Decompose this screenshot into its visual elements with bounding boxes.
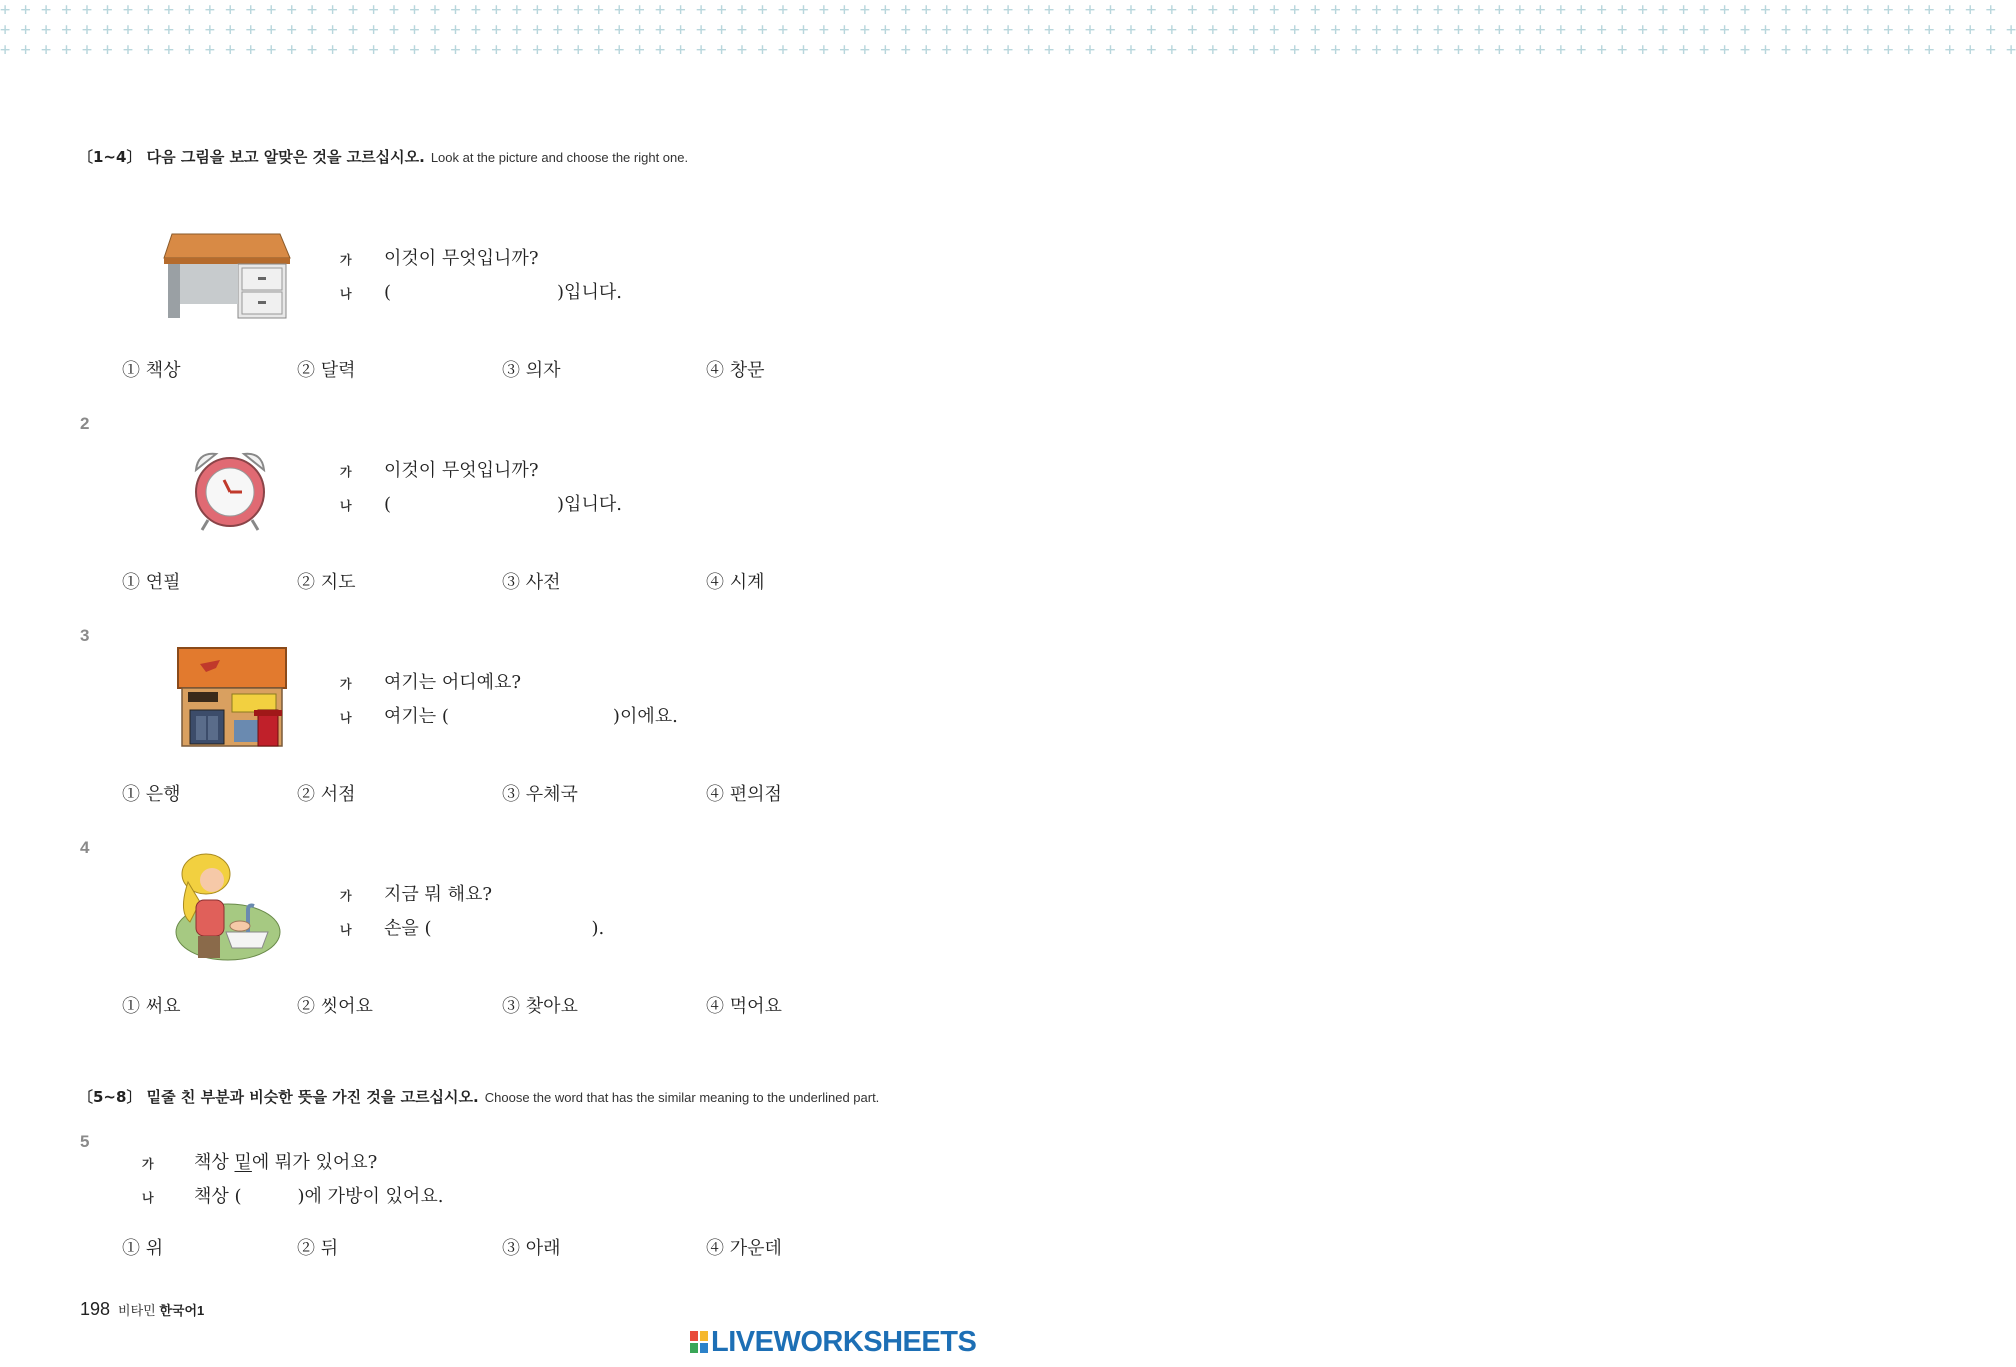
speaker-na: 나 bbox=[340, 922, 352, 937]
speaker-na: 나 bbox=[142, 1190, 154, 1205]
q5-line-a bbox=[142, 1148, 377, 1174]
q2-option-4[interactable]: ④ 시계 bbox=[706, 572, 765, 593]
q5-option-3[interactable]: ③ 아래 bbox=[502, 1238, 561, 1259]
q2-number: 2 bbox=[80, 414, 90, 433]
q4-answer-post: ). bbox=[591, 918, 605, 939]
q3-question-text: 여기는 어디예요? bbox=[384, 672, 522, 693]
desk-icon bbox=[162, 228, 292, 324]
q4-answer-pre: 손을 ( bbox=[384, 918, 432, 939]
q1-option-1[interactable]: ① 책상 bbox=[122, 360, 181, 381]
q1-answer-post: )입니다. bbox=[557, 282, 622, 303]
liveworksheets-logo[interactable] bbox=[690, 1325, 976, 1359]
q3-line-b bbox=[340, 702, 678, 728]
alarm-clock-icon bbox=[190, 448, 270, 536]
q3-number: 3 bbox=[80, 626, 90, 645]
q5-option-4[interactable]: ④ 가운데 bbox=[706, 1238, 782, 1259]
page-footer bbox=[80, 1299, 204, 1320]
q2-option-2[interactable]: ② 지도 bbox=[297, 572, 356, 593]
q5-underlined-word: 밑 bbox=[234, 1152, 252, 1173]
q5-question-post: 에 뭐가 있어요? bbox=[251, 1152, 378, 1173]
q4-option-2[interactable]: ② 씻어요 bbox=[297, 996, 373, 1017]
q1-answer-pre: ( bbox=[384, 282, 392, 303]
q2-line-a bbox=[340, 456, 538, 482]
q3-option-2[interactable]: ② 서점 bbox=[297, 784, 356, 805]
post-office-building-icon bbox=[176, 646, 288, 752]
q5-option-2[interactable]: ② 뒤 bbox=[297, 1238, 339, 1259]
section-2-instruction: 〔5~8〕 밑줄 친 부분과 비슷한 뜻을 가진 것을 고르십시오. bbox=[78, 1088, 479, 1106]
section-1-instruction: 〔1~4〕 다음 그림을 보고 알맞은 것을 고르십시오. bbox=[78, 148, 425, 166]
book-title bbox=[118, 1303, 204, 1318]
book-prefix: 비타민 bbox=[118, 1303, 156, 1318]
speaker-na: 나 bbox=[340, 710, 352, 725]
section-1-english: Look at the picture and choose the right one. bbox=[430, 150, 689, 165]
q1-option-4[interactable]: ④ 창문 bbox=[706, 360, 765, 381]
q2-option-3[interactable]: ③ 사전 bbox=[502, 572, 561, 593]
q2-answer-post: )입니다. bbox=[557, 494, 622, 515]
q5-number: 5 bbox=[80, 1132, 90, 1151]
page-number: 198 bbox=[80, 1299, 111, 1319]
q1-option-3[interactable]: ③ 의자 bbox=[502, 360, 561, 381]
q5-answer-pre: 책상 ( bbox=[194, 1186, 242, 1207]
q1-question-text: 이것이 무엇입니까? bbox=[384, 248, 539, 269]
speaker-ga: 가 bbox=[340, 888, 352, 903]
logo-text: LIVEWORKSHEETS bbox=[711, 1325, 977, 1358]
speaker-ga: 가 bbox=[340, 252, 352, 267]
q4-line-b bbox=[340, 914, 604, 940]
q2-line-b bbox=[340, 490, 622, 516]
speaker-ga: 가 bbox=[340, 676, 352, 691]
q5-option-1[interactable]: ① 위 bbox=[122, 1238, 164, 1259]
q4-option-4[interactable]: ④ 먹어요 bbox=[706, 996, 782, 1017]
q4-option-3[interactable]: ③ 찾아요 bbox=[502, 996, 578, 1017]
q5-answer-post: )에 가방이 있어요. bbox=[297, 1186, 444, 1207]
header-pattern: + + + + + + + + + + + + + + + + + + + + + + + + + + + + + + + + + + + + + + + + + + + + + + + + + + + + + + + + + + + + + + + + + + + + + + + + + + + + + + + + + + + + + + + + + + + + + + + + + + + + + + + + + + + + + + + + + + + + + + + + + + + + + + + + + + + + + + + + + + + + + + + + + + + + + + + + + + + + + + + + + + + + + + + + + + + + + + + + + + + + + + + + + + + + + + + + + + + + + + + + + + + + + + + + + + + + + + + + + + + + + + + + + + + + + + + + + + + + + + + + + + + + + + + + + + + + + + + + + + + + + + + + + + + + + + + + + + + + + + + + + + + + + + + + + + + + + + + + bbox=[0, 0, 2016, 60]
section-2-heading bbox=[78, 1086, 879, 1107]
q3-option-4[interactable]: ④ 편의점 bbox=[706, 784, 782, 805]
q4-number: 4 bbox=[80, 838, 90, 857]
q3-line-a bbox=[340, 668, 521, 694]
speaker-ga: 가 bbox=[142, 1156, 154, 1171]
q4-option-1[interactable]: ① 써요 bbox=[122, 996, 181, 1017]
q2-answer-pre: ( bbox=[384, 494, 392, 515]
section-1-heading bbox=[78, 146, 688, 167]
girl-washing-hands-icon bbox=[170, 852, 280, 966]
q3-answer-post: )이에요. bbox=[612, 706, 678, 727]
q4-question-text: 지금 뭐 해요? bbox=[384, 884, 493, 905]
section-2-english: Choose the word that has the similar meaning to the underlined part. bbox=[484, 1090, 880, 1105]
speaker-na: 나 bbox=[340, 498, 352, 513]
book-name: 한국어1 bbox=[159, 1303, 205, 1318]
q1-line-a bbox=[340, 244, 538, 270]
q3-answer-pre: 여기는 ( bbox=[384, 706, 449, 727]
q3-option-1[interactable]: ① 은행 bbox=[122, 784, 181, 805]
speaker-ga: 가 bbox=[340, 464, 352, 479]
q1-line-b bbox=[340, 278, 622, 304]
q3-option-3[interactable]: ③ 우체국 bbox=[502, 784, 578, 805]
q2-question-text: 이것이 무엇입니까? bbox=[384, 460, 539, 481]
logo-blocks-icon bbox=[690, 1331, 708, 1353]
q4-line-a bbox=[340, 880, 492, 906]
q2-option-1[interactable]: ① 연필 bbox=[122, 572, 181, 593]
speaker-na: 나 bbox=[340, 286, 352, 301]
q5-line-b bbox=[142, 1182, 443, 1208]
q1-option-2[interactable]: ② 달력 bbox=[297, 360, 356, 381]
q5-question-pre: 책상 bbox=[194, 1152, 235, 1173]
